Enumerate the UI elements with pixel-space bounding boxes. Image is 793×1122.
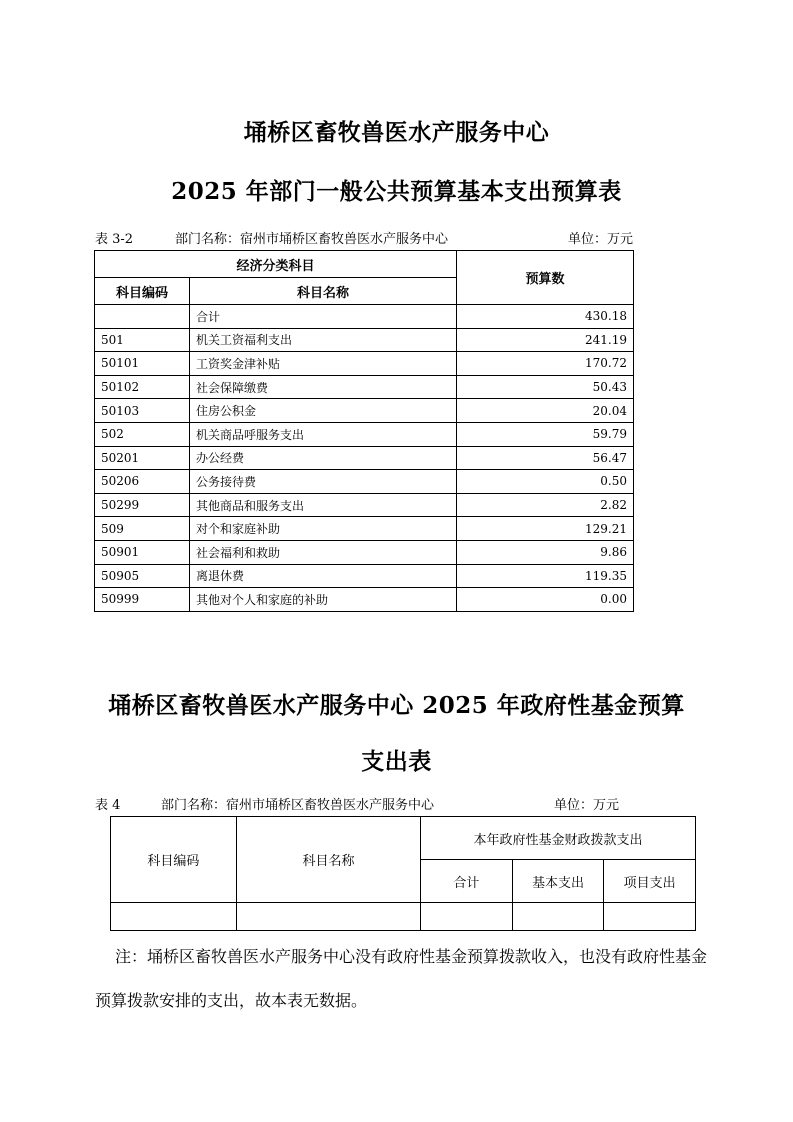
subject-name-cell: 住房公积金 [190, 399, 457, 423]
table-number: 表 3-2 [95, 232, 134, 247]
subject-code-cell: 50299 [95, 493, 190, 517]
table-row [95, 446, 634, 470]
amount-cell: 170.72 [457, 352, 634, 376]
amount-cell: 119.35 [457, 564, 634, 588]
table-row [95, 375, 634, 399]
subject-name-cell: 社会福利和救助 [190, 540, 457, 564]
header-project: 项目支出 [604, 860, 696, 903]
amount-cell: 241.19 [457, 328, 634, 352]
table-body [95, 305, 634, 612]
header-fund-group: 本年政府性基金财政拨款支出 [421, 817, 696, 860]
header-total: 合计 [421, 860, 513, 903]
department-name: 部门名称：宿州市埇桥区畜牧兽医水产服务中心 [175, 232, 449, 247]
table-row [95, 517, 634, 541]
empty-cell [512, 903, 604, 931]
section2-title-line2: 支出表 [361, 748, 432, 775]
table-row [95, 564, 634, 588]
table-number: 表 4 [95, 798, 121, 813]
table-row [95, 540, 634, 564]
subject-code-cell: 50999 [95, 588, 190, 612]
table-row [95, 305, 634, 329]
subject-code-cell: 501 [95, 328, 190, 352]
subject-code-cell: 50201 [95, 446, 190, 470]
subject-name-cell: 对个和家庭补助 [190, 517, 457, 541]
subject-name-cell: 其他商品和服务支出 [190, 493, 457, 517]
subject-name-cell: 离退休费 [190, 564, 457, 588]
amount-cell: 2.82 [457, 493, 634, 517]
basic-expenditure-table [94, 250, 634, 612]
section1-title-line2: 2025 年部门一般公共预算基本支出预算表 [171, 178, 622, 205]
amount-cell: 129.21 [457, 517, 634, 541]
subject-code-cell: 50905 [95, 564, 190, 588]
subject-code-cell [95, 305, 190, 329]
amount-cell: 9.86 [457, 540, 634, 564]
subject-code-cell: 50103 [95, 399, 190, 423]
amount-cell: 0.00 [457, 588, 634, 612]
subject-name-cell: 机关工资福利支出 [190, 328, 457, 352]
amount-cell: 59.79 [457, 422, 634, 446]
empty-cell [604, 903, 696, 931]
amount-cell: 430.18 [457, 305, 634, 329]
header-subject-name: 科目名称 [236, 817, 420, 903]
table-row [95, 493, 634, 517]
subject-code-cell: 50206 [95, 470, 190, 494]
header-subject-code: 科目编码 [95, 278, 190, 305]
subject-code-cell: 50102 [95, 375, 190, 399]
empty-cell [236, 903, 420, 931]
table-row [95, 399, 634, 423]
unit-label: 单位：万元 [554, 798, 620, 813]
note-text: 注：埇桥区畜牧兽医水产服务中心没有政府性基金预算拨款收入，也没有政府性基金预算拨款安排的支出，故本表无数据。 [95, 947, 708, 1010]
header-subject-code: 科目编码 [111, 817, 237, 903]
table-row [95, 328, 634, 352]
amount-cell: 50.43 [457, 375, 634, 399]
amount-cell: 0.50 [457, 470, 634, 494]
section2-title-line1: 埇桥区畜牧兽医水产服务中心 2025 年政府性基金预算 [108, 692, 685, 719]
table-row [95, 352, 634, 376]
subject-name-cell: 办公经费 [190, 446, 457, 470]
fund-expenditure-table [110, 816, 696, 931]
subject-name-cell: 社会保障缴费 [190, 375, 457, 399]
section1-title-line1: 埇桥区畜牧兽医水产服务中心 [243, 119, 550, 146]
header-econ-category: 经济分类科目 [95, 251, 457, 278]
empty-cell [421, 903, 513, 931]
subject-code-cell: 509 [95, 517, 190, 541]
subject-name-cell: 合计 [190, 305, 457, 329]
header-basic: 基本支出 [512, 860, 604, 903]
subject-code-cell: 50901 [95, 540, 190, 564]
unit-label: 单位：万元 [568, 232, 634, 247]
subject-code-cell: 502 [95, 422, 190, 446]
subject-name-cell: 工资奖金津补贴 [190, 352, 457, 376]
table-row [95, 470, 634, 494]
subject-code-cell: 50101 [95, 352, 190, 376]
amount-cell: 20.04 [457, 399, 634, 423]
department-name: 部门名称：宿州市埇桥区畜牧兽医水产服务中心 [161, 798, 435, 813]
header-subject-name: 科目名称 [190, 278, 457, 305]
subject-name-cell: 公务接待费 [190, 470, 457, 494]
amount-cell: 56.47 [457, 446, 634, 470]
subject-name-cell: 其他对个人和家庭的补助 [190, 588, 457, 612]
header-budget-amount: 预算数 [457, 251, 634, 305]
empty-cell [111, 903, 237, 931]
table-row [95, 422, 634, 446]
table-row [95, 588, 634, 612]
subject-name-cell: 机关商品呼服务支出 [190, 422, 457, 446]
